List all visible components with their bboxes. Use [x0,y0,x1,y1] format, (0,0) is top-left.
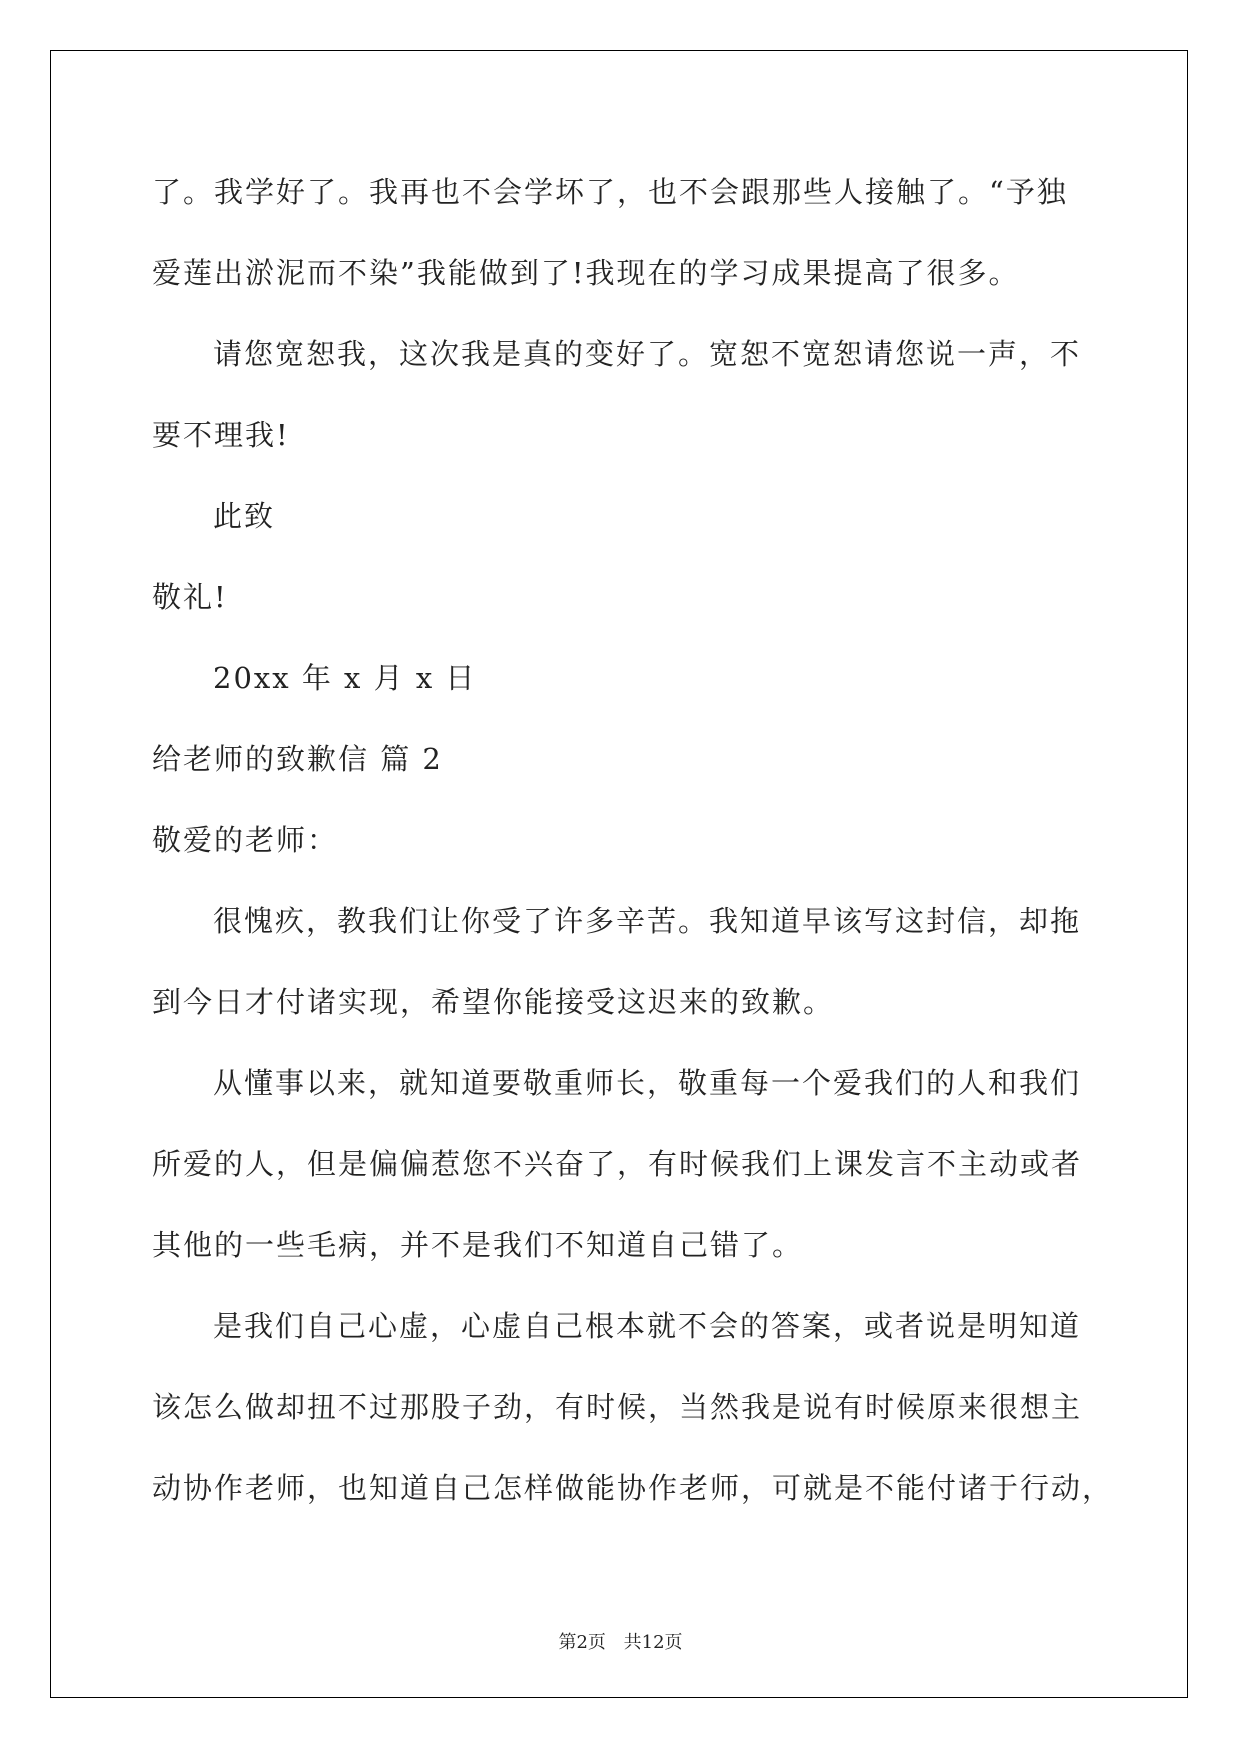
body-line: 从懂事以来，就知道要敬重师长，敬重每一个爱我们的人和我们 [213,1066,1082,1100]
closing-salutation: 此致 [213,499,276,533]
closing-regards: 敬礼! [152,580,228,614]
page-number: 第2页 [558,1632,606,1653]
body-line: 是我们自己心虚，心虚自己根本就不会的答案，或者说是明知道 [213,1309,1082,1343]
body-line: 要不理我! [152,418,290,452]
body-line: 请您宽恕我，这次我是真的变好了。宽恕不宽恕请您说一声，不 [213,337,1082,371]
body-line: 该怎么做却扭不过那股子劲，有时候，当然我是说有时候原来很想主 [152,1390,1083,1424]
body-line: 其他的一些毛病，并不是我们不知道自己错了。 [152,1228,804,1262]
letter-greeting: 敬爱的老师： [152,823,339,857]
body-line: 所爱的人，但是偏偏惹您不兴奋了，有时候我们上课发言不主动或者 [152,1147,1083,1181]
page-footer [0,1628,1241,1654]
page-total: 共12页 [623,1632,683,1653]
body-line: 到今日才付诸实现，希望你能接受这迟来的致歉。 [152,985,835,1019]
body-line: 动协作老师，也知道自己怎样做能协作老师，可就是不能付诸于行动， [152,1471,1114,1505]
section-title: 给老师的致歉信 篇 2 [152,742,443,776]
body-line: 很愧疚，教我们让你受了许多辛苦。我知道早该写这封信，却拖 [213,904,1082,938]
letter-date: 20xx 年 x 月 x 日 [213,661,477,695]
body-line: 爱莲出淤泥而不染”我能做到了!我现在的学习成果提高了很多。 [152,256,1020,290]
body-line: 了。我学好了。我再也不会学坏了，也不会跟那些人接触了。“予独 [152,175,1068,209]
page-border [50,50,1188,1698]
